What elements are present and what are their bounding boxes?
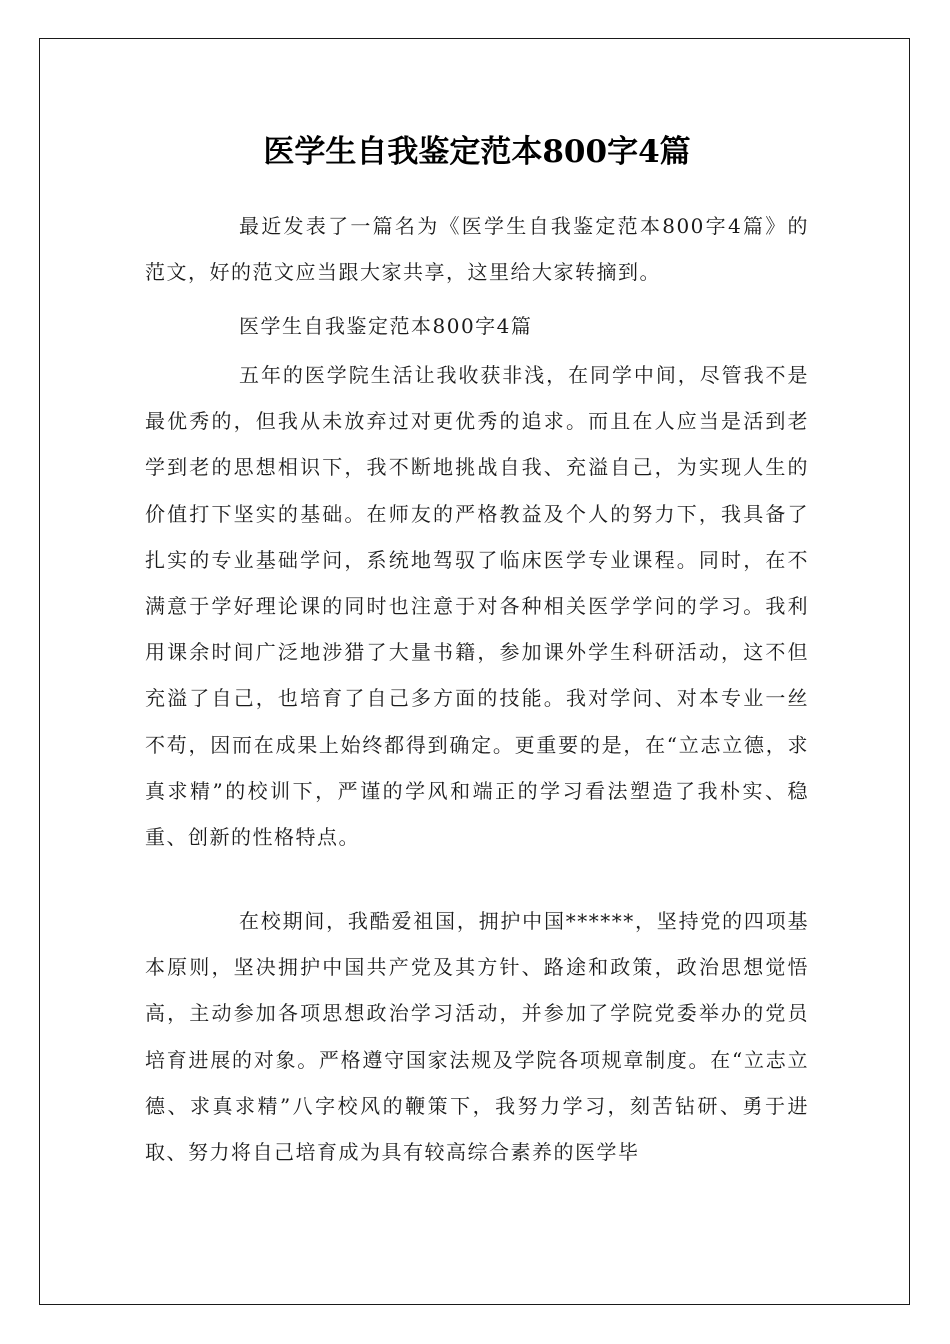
document-title: 医学生自我鉴定范本800字4篇 (263, 134, 691, 170)
intro-paragraph: 最近发表了一篇名为《医学生自我鉴定范本800字4篇》的范文，好的范文应当跟大家共享，这里给大家转摘到。 (145, 214, 809, 285)
body-paragraph: 在校期间，我酷爱祖国，拥护中国******，坚持党的四项基本原则，坚决拥护中国共产党及其方针、路途和政策，政治思想觉悟高，主动参加各项思想政治学习活动，并参加了学院党委举办的党员培育进展的对象。严格遵守国家法规及学院各项规章制度。在“立志立德、求真求精”八字校风的鞭策下，我努力学习，刻苦钻研、勇于进取、努力将自己培育成为具有较高综合素养的医学毕 (145, 909, 809, 1165)
section-heading: 医学生自我鉴定范本800字4篇 (239, 314, 533, 338)
body-paragraph: 五年的医学院生活让我收获非浅，在同学中间，尽管我不是最优秀的，但我从未放弃过对更优秀的追求。而且在人应当是活到老学到老的思想相识下，我不断地挑战自我、充溢自己，为实现人生的价值打下坚实的基础。在师友的严格教益及个人的努力下，我具备了扎实的专业基础学问，系统地驾驭了临床医学专业课程。同时，在不满意于学好理论课的同时也注意于对各种相关医学学问的学习。我利用课余时间广泛地涉猎了大量书籍，参加课外学生科研活动，这不但充溢了自己，也培育了自己多方面的技能。我对学问、对本专业一丝不苟，因而在成果上始终都得到确定。更重要的是，在“立志立德，求真求精”的校训下，严谨的学风和端正的学习看法塑造了我朴实、稳重、创新的性格特点。 (145, 363, 809, 850)
